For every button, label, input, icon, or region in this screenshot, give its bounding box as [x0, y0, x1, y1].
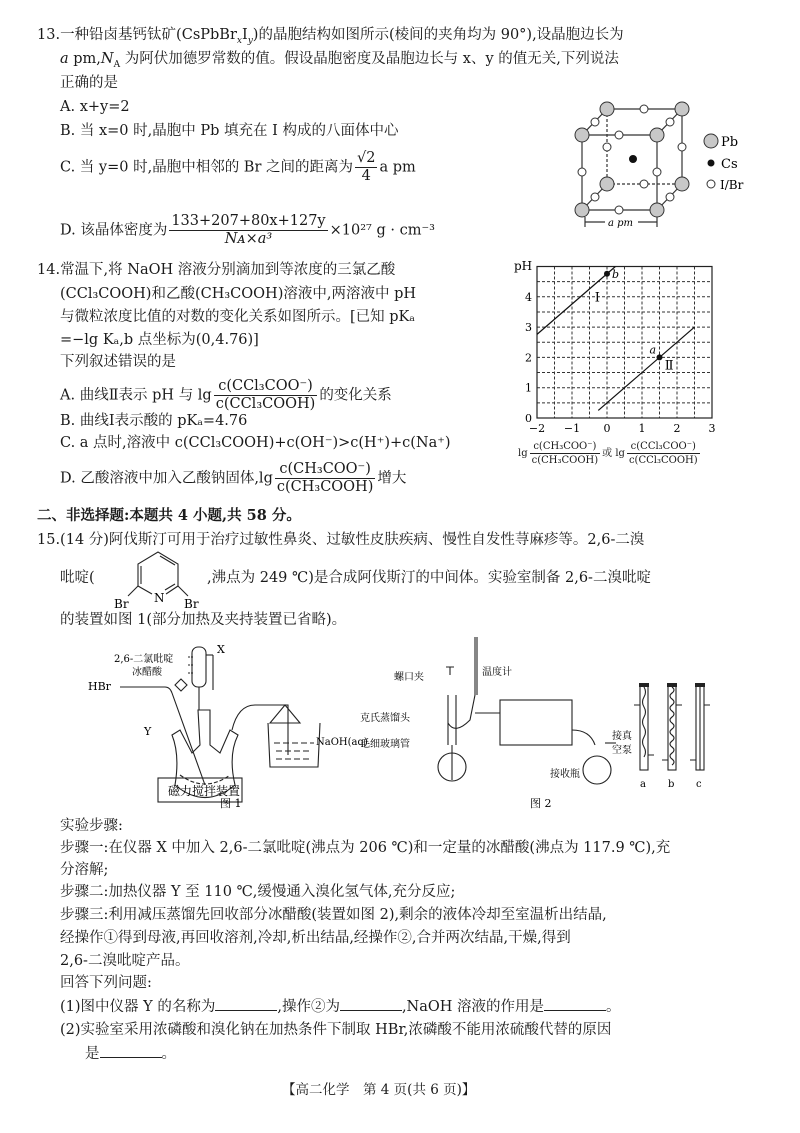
denominator: c(CCl₃COOH) [215, 396, 316, 412]
figure-2-apparatus [360, 635, 730, 810]
data-point-a [657, 354, 663, 360]
text: ,NaOH 溶液的作用是 [401, 999, 545, 1015]
n-label: N [154, 591, 165, 605]
numerator: c(CCl₃COO⁻) [627, 440, 700, 454]
answer-blank[interactable] [544, 996, 606, 1011]
condenser-a-label: a [640, 779, 646, 790]
q14-option-a [60, 378, 392, 413]
denominator: c(CH₃COOH) [531, 455, 599, 466]
apparatus-x-label: X [217, 643, 225, 656]
text: pm, [68, 51, 101, 67]
step-3-line1: 步骤三:利用减压蒸馏先回收部分冰醋酸(装置如图 2),剩余的液体冷却至室温析出结晶, [60, 907, 607, 923]
y-tick-label: 0 [525, 412, 532, 425]
q14-line2: (CCl₃COOH)和乙酸(CH₃COOH)溶液中,两溶液中 pH [60, 286, 416, 302]
figure-1-apparatus [80, 635, 400, 810]
legend-cs: Cs [721, 157, 738, 172]
text: ,操作②为 [277, 999, 340, 1015]
q14-line4: =−lg Kₐ,b 点坐标为(0,4.76)] [60, 332, 259, 348]
step-1-line1: 步骤一:在仪器 X 中加入 2,6-二氯吡啶(沸点为 206 ℃)和一定量的冰醋酸(沸点为 117.9 ℃),充 [60, 840, 671, 856]
steps-title: 实验步骤: [60, 818, 123, 834]
subscript: x [236, 35, 242, 46]
q15-line1: 15.(14 分)阿伐斯汀可用于治疗过敏性鼻炎、过敏性皮肤疾病、慢性自发性荨麻疹等。2,6-二溴 [37, 532, 645, 548]
data-point-b [604, 271, 610, 277]
stirrer-label: 磁力搅拌装置 [168, 784, 241, 798]
y-tick-label: 2 [525, 351, 532, 365]
reagent-label-1: 2,6-二氯吡啶 [114, 654, 174, 665]
receiver-label: 接收瓶 [550, 769, 580, 780]
denominator: c(CCl₃COOH) [628, 455, 698, 466]
text: 的变化关系 [319, 387, 392, 404]
subscript: A [113, 59, 121, 70]
step-2: 步骤二:加热仪器 Y 至 110 ℃,缓慢通入溴化氢气体,充分反应; [60, 884, 456, 900]
denominator: c(CH₃COOH) [276, 479, 374, 495]
text: D. 乙酸溶液中加入乙酸钠固体,lg [60, 470, 273, 487]
dibromopyridine-structure [100, 548, 210, 612]
text: (1)图中仪器 Y 的名称为 [60, 999, 216, 1015]
page-footer: 【高二化学 第 4 页(共 6 页)】 [282, 1082, 476, 1098]
q14-option-c: C. a 点时,溶液中 c(CCl₃COOH)+c(OH⁻)>c(H⁺)+c(Na⁺) [60, 435, 451, 451]
text: 是 [85, 1046, 100, 1062]
q13-option-a: A. x+y=2 [60, 99, 130, 115]
fraction [627, 440, 700, 467]
text: ×10²⁷ g · cm⁻³ [329, 222, 435, 239]
denominator: 4 [361, 168, 371, 184]
vacuum-label-1: 接真 [612, 731, 632, 742]
br-label: Br [114, 597, 129, 611]
point-label: a [649, 343, 657, 357]
text: lg [518, 448, 528, 459]
legend-i-br: I/Br [720, 178, 744, 192]
answer-blank[interactable] [340, 996, 402, 1011]
apparatus-y-label: Y [144, 725, 152, 738]
step-3-line3: 2,6-二溴吡啶产品。 [60, 953, 190, 969]
reagent-label-2: 冰醋酸 [132, 667, 162, 678]
numerator: 133+207+80x+127y [171, 213, 326, 229]
condenser-b-label: b [668, 779, 675, 790]
q14-line3: 与微粒浓度比值的对数的变化关系如图所示。[已知 pKₐ [60, 309, 415, 325]
numerator: c(CH₃COO⁻) [530, 440, 601, 454]
fraction [169, 213, 327, 248]
vacuum-label-2: 空泵 [612, 745, 632, 756]
crystal-cell-figure [560, 95, 760, 235]
q14-option-d [60, 461, 406, 496]
question-number: 14. [37, 262, 61, 278]
clamp-label: 螺口夹 [394, 672, 424, 683]
sub-question-2-end [85, 1043, 176, 1064]
x-tick-label: 1 [638, 422, 646, 435]
numerator: √2 [357, 150, 376, 166]
capillary-label: 毛细玻璃管 [360, 739, 410, 750]
section-heading: 二、非选择题:本题共 4 小题,共 58 分。 [37, 507, 301, 524]
hbr-label: HBr [88, 680, 111, 693]
fraction [214, 378, 318, 413]
question-number: 13. [37, 27, 61, 43]
denominator: Nᴀ×a³ [224, 231, 273, 247]
x-tick-label: 0 [603, 422, 611, 435]
condenser-c-label: c [696, 779, 702, 790]
fraction [355, 150, 377, 185]
cs-atom [629, 155, 637, 163]
series-line-1 [537, 267, 615, 335]
legend-pb: Pb [721, 135, 739, 150]
figure-1-caption: 图 1 [220, 797, 242, 810]
naoh-label: NaOH(aq) [316, 737, 368, 748]
sub-question-1 [60, 996, 621, 1017]
numerator: c(CCl₃COO⁻) [214, 378, 318, 396]
step-3-line2: 经操作①得到母液,再回收溶剂,冷却,析出结晶,经操作②,合并两次结晶,干燥,得到 [60, 930, 571, 946]
y-axis-label: pH [514, 259, 533, 273]
sub-question-2: (2)实验室采用浓磷酸和溴化钠在加热条件下制取 HBr,浓磷酸不能用浓硫酸代替的原因 [60, 1022, 612, 1038]
text: D. 该晶体密度为 [60, 222, 168, 239]
text: )的晶胞结构如图所示(棱间的夹角均为 90°),设晶胞边长为 [252, 27, 624, 43]
text: 增大 [377, 470, 407, 487]
subscript: y [247, 35, 253, 46]
text: N [100, 51, 114, 67]
answer-blank[interactable] [215, 996, 277, 1011]
figure-2-caption: 图 2 [530, 797, 552, 810]
q13-option-c [60, 150, 416, 185]
q14-option-b: B. 曲线Ⅰ表示酸的 pKₐ=4.76 [60, 413, 248, 429]
q14-line1 [37, 260, 395, 280]
x-tick-label: −1 [563, 422, 581, 435]
chart-grid [537, 267, 712, 419]
text: 或 lg [602, 448, 625, 459]
text: 常温下,将 NaOH 溶液分别滴加到等浓度的三氯乙酸 [60, 262, 396, 278]
y-tick-label: 1 [525, 381, 532, 395]
text: A. 曲线Ⅱ表示 pH 与 lg [60, 387, 212, 404]
q14-line5: 下列叙述错误的是 [60, 354, 176, 370]
text: 一种铅卤基钙钛矿(CsPbBr [60, 27, 237, 43]
point-label: b [612, 267, 620, 281]
fraction [530, 440, 601, 467]
series-line-2 [598, 327, 694, 410]
y-tick-label: 3 [525, 321, 532, 335]
answer-title: 回答下列问题: [60, 975, 152, 991]
chart-series [537, 267, 695, 411]
fraction [275, 461, 376, 496]
text: a pm [379, 159, 416, 176]
ph-chart [510, 250, 750, 435]
q13-option-d [60, 213, 435, 248]
q13-line2 [60, 49, 619, 69]
q15-line2-start: 吡啶( [60, 570, 95, 586]
x-tick-label: −2 [528, 422, 546, 435]
text: a [60, 51, 69, 67]
x-axis-label [518, 440, 702, 467]
answer-blank[interactable] [100, 1043, 162, 1058]
x-tick-label: 3 [708, 422, 716, 435]
text: C. 当 y=0 时,晶胞中相邻的 Br 之间的距离为 [60, 159, 353, 176]
text: 为阿伏加德罗常数的值。假设晶胞密度及晶胞边长与 x、y 的值无关,下列说法 [120, 51, 619, 67]
q15-line3: 的装置如图 1(部分加热及夹持装置已省略)。 [60, 612, 347, 628]
y-tick-label: 4 [525, 290, 532, 304]
step-1-line2: 分溶解; [60, 862, 109, 878]
numerator: c(CH₃COO⁻) [275, 461, 376, 479]
series-label: Ⅰ [594, 290, 600, 306]
text: 。 [161, 1046, 176, 1062]
q13-line1 [37, 25, 624, 45]
series-label: Ⅱ [664, 358, 674, 374]
br-label: Br [184, 597, 199, 611]
x-tick-label: 2 [673, 422, 681, 435]
thermometer-label: 温度计 [482, 667, 512, 678]
edge-length-label: a pm [608, 218, 634, 229]
distillation-head-label: 克氏蒸馏头 [360, 713, 410, 724]
text: 。 [606, 999, 621, 1015]
q13-option-b: B. 当 x=0 时,晶胞中 Pb 填充在 I 构成的八面体中心 [60, 123, 399, 139]
q15-line2-end: ,沸点为 249 ℃)是合成阿伐斯汀的中间体。实验室制备 2,6-二溴吡啶 [207, 570, 651, 586]
text: I [241, 27, 248, 43]
q13-line3: 正确的是 [60, 75, 118, 91]
